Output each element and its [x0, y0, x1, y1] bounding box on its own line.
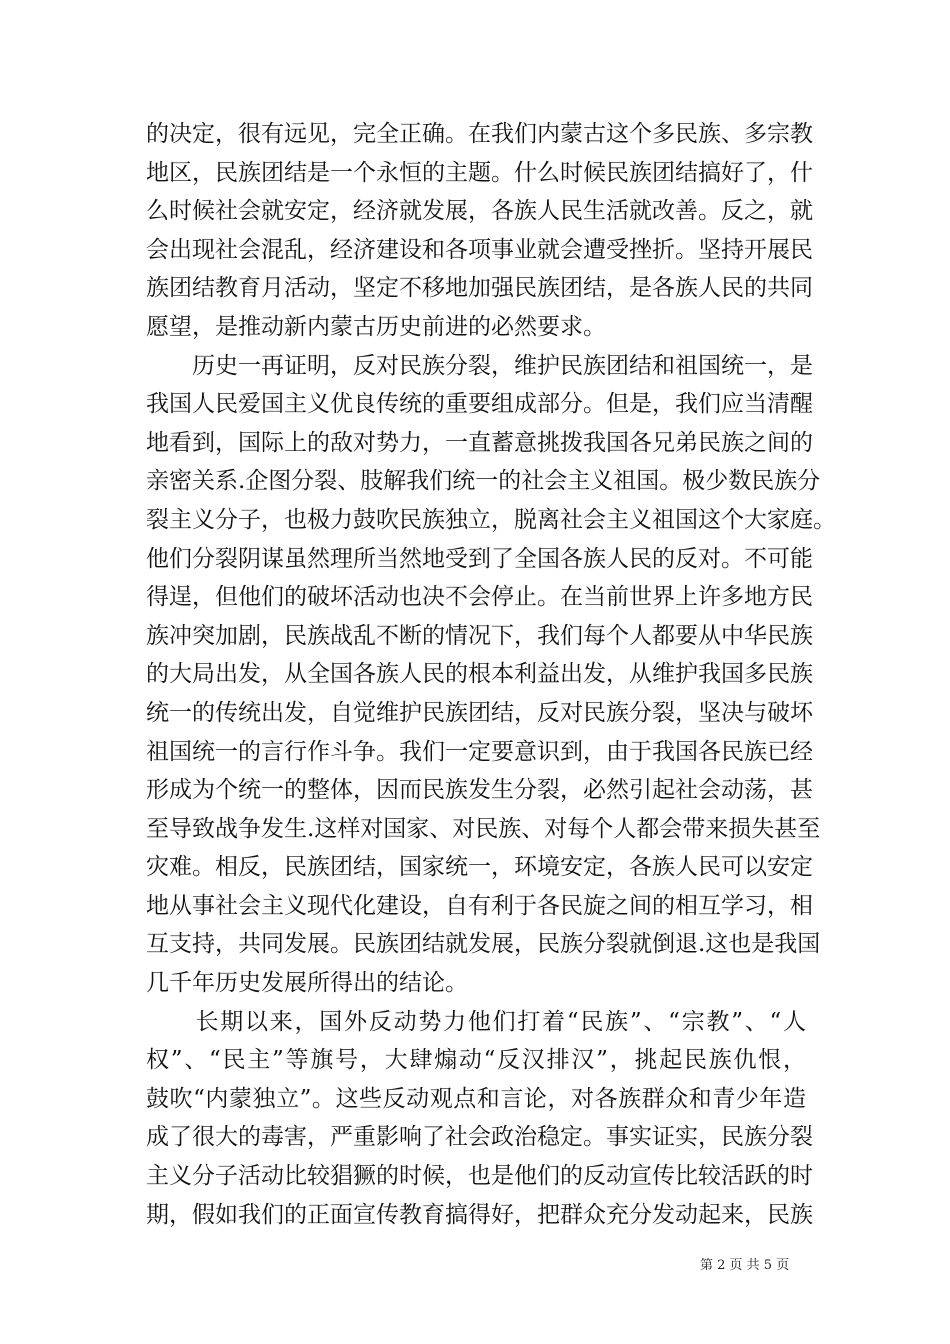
text-line: 至导致战争发生.这样对国家、对民族、对每个人都会带来损失甚至: [146, 815, 821, 842]
text-line: 我国人民爱国主义优良传统的重要组成部分。但是，我们应当清醒: [146, 391, 813, 418]
document-body: [146, 115, 836, 1234]
text-line: 灾难。相反，民族团结，国家统一，环境安定，各族人民可以安定: [146, 854, 813, 881]
text-line: 地看到，国际上的敌对势力，一直蓄意挑拨我国各兄弟民族之间的: [146, 429, 813, 456]
text-line: 亲密关系.企图分裂、肢解我们统一的社会主义祖国。极少数民族分: [146, 468, 821, 495]
text-line: 得逞，但他们的破坏活动也决不会停止。在当前世界上许多地方民: [146, 584, 813, 611]
text-line: 裂主义分子，也极力鼓吹民族独立，脱离社会主义祖国这个大家庭。: [146, 506, 836, 533]
text-line: 历史一再证明，反对民族分裂，维护民族团结和祖国统一，是: [146, 352, 813, 379]
text-line: 几千年历史发展所得出的结论。: [146, 970, 468, 997]
text-line: 祖国统一的言行作斗争。我们一定要意识到，由于我国各民族已经: [146, 738, 813, 765]
text-line: 族冲突加剧，民族战乱不断的情况下，我们每个人都要从中华民族: [146, 622, 813, 649]
text-line: 愿望，是推动新内蒙古历史前进的必然要求。: [146, 313, 606, 340]
text-line: 成了很大的毒害，严重影响了社会政治稳定。事实证实，民族分裂: [146, 1124, 813, 1151]
text-line: 权”、“民主”等旗号，大肆煽动“反汉排汉”，挑起民族仇恨，: [146, 1047, 806, 1074]
text-line: 的大局出发，从全国各族人民的根本利益出发，从维护我国多民族: [146, 661, 813, 688]
text-line: 他们分裂阴谋虽然理所当然地受到了全国各族人民的反对。不可能: [146, 545, 813, 572]
paragraph-2: [146, 347, 836, 1003]
text-line: 地区，民族团结是一个永恒的主题。什么时候民族团结搞好了，什: [146, 159, 813, 186]
text-line: 期，假如我们的正面宣传教育搞得好，把群众充分发动起来，民族: [146, 1201, 813, 1228]
text-line: 族团结教育月活动，坚定不移地加强民族团结，是各族人民的共同: [146, 275, 813, 302]
page-number-footer: 第 2 页 共 5 页: [700, 1258, 790, 1273]
text-line: 长期以来，国外反动势力他们打着“民族”、“宗教”、“人: [146, 1008, 806, 1035]
text-line: 的决定，很有远见，完全正确。在我们内蒙古这个多民族、多宗教: [146, 121, 813, 147]
paragraph-3: [146, 1003, 813, 1235]
text-line: 统一的传统出发，自觉维护民族团结，反对民族分裂，坚决与破坏: [146, 699, 813, 726]
text-line: 互支持，共同发展。民族团结就发展，民族分裂就倒退.这也是我国: [146, 931, 821, 958]
text-line: 主义分子活动比较猖獗的时候，也是他们的反动宣传比较活跃的时: [146, 1163, 813, 1190]
text-line: 鼓吹“内蒙独立”。这些反动观点和言论，对各族群众和青少年造: [146, 1085, 806, 1112]
text-line: 么时候社会就安定，经济就发展，各族人民生活就改善。反之，就: [146, 198, 813, 225]
paragraph-1: [146, 115, 813, 347]
text-line: 形成为个统一的整体，因而民族发生分裂，必然引起社会动荡，甚: [146, 777, 813, 804]
text-line: 会出现社会混乱，经济建设和各项事业就会遭受挫折。坚持开展民: [146, 236, 813, 263]
text-line: 地从事社会主义现代化建设，自有利于各民旋之间的相互学习，相: [146, 892, 813, 919]
